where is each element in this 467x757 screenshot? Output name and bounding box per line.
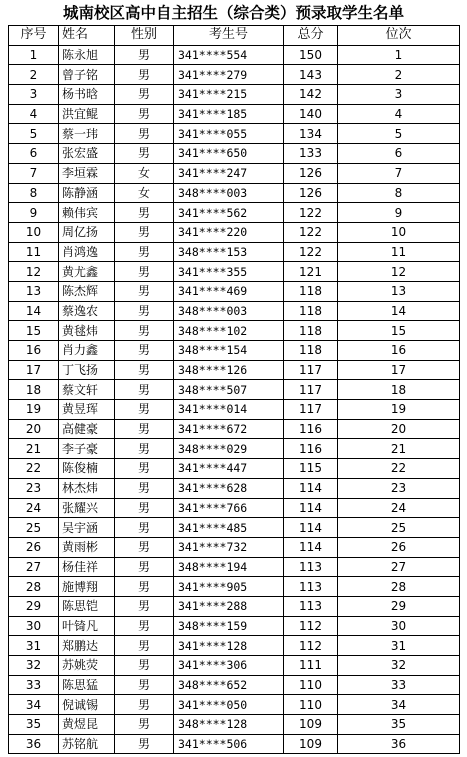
cell-score: 114	[284, 537, 338, 557]
cell-name: 施博翔	[59, 577, 115, 597]
cell-score: 122	[284, 242, 338, 262]
cell-seq: 28	[9, 577, 59, 597]
cell-rank: 24	[338, 498, 460, 518]
cell-exam-id: 341****014	[174, 400, 284, 420]
cell-score: 121	[284, 262, 338, 282]
cell-rank: 9	[338, 203, 460, 223]
cell-gender: 男	[115, 656, 174, 676]
cell-exam-id: 341****055	[174, 124, 284, 144]
cell-exam-id: 341****469	[174, 281, 284, 301]
table-row	[9, 203, 460, 223]
cell-gender: 男	[115, 439, 174, 459]
cell-gender: 男	[115, 321, 174, 341]
cell-rank: 33	[338, 675, 460, 695]
cell-rank: 27	[338, 557, 460, 577]
cell-gender: 男	[115, 222, 174, 242]
cell-score: 110	[284, 675, 338, 695]
cell-score: 142	[284, 85, 338, 105]
cell-score: 117	[284, 360, 338, 380]
cell-gender: 男	[115, 596, 174, 616]
cell-exam-id: 341****650	[174, 144, 284, 164]
table-row	[9, 459, 460, 479]
cell-seq: 31	[9, 636, 59, 656]
cell-seq: 33	[9, 675, 59, 695]
cell-rank: 35	[338, 715, 460, 735]
cell-exam-id: 348****126	[174, 360, 284, 380]
cell-gender: 男	[115, 557, 174, 577]
cell-gender: 男	[115, 85, 174, 105]
cell-gender: 男	[115, 400, 174, 420]
cell-rank: 21	[338, 439, 460, 459]
cell-seq: 15	[9, 321, 59, 341]
cell-exam-id: 348****153	[174, 242, 284, 262]
cell-name: 陈静涵	[59, 183, 115, 203]
cell-score: 118	[284, 321, 338, 341]
table-row	[9, 439, 460, 459]
cell-seq: 22	[9, 459, 59, 479]
cell-rank: 16	[338, 341, 460, 361]
cell-name: 杨佳祥	[59, 557, 115, 577]
cell-seq: 9	[9, 203, 59, 223]
table-row	[9, 478, 460, 498]
cell-exam-id: 341****447	[174, 459, 284, 479]
cell-name: 黄雨彬	[59, 537, 115, 557]
cell-name: 肖力鑫	[59, 341, 115, 361]
cell-exam-id: 341****485	[174, 518, 284, 538]
cell-rank: 19	[338, 400, 460, 420]
cell-seq: 11	[9, 242, 59, 262]
cell-seq: 29	[9, 596, 59, 616]
cell-score: 115	[284, 459, 338, 479]
cell-seq: 18	[9, 380, 59, 400]
cell-seq: 36	[9, 734, 59, 754]
table-row	[9, 104, 460, 124]
table-row	[9, 242, 460, 262]
cell-name: 张耀兴	[59, 498, 115, 518]
cell-score: 117	[284, 400, 338, 420]
cell-name: 高健豪	[59, 419, 115, 439]
table-row	[9, 734, 460, 754]
cell-exam-id: 341****506	[174, 734, 284, 754]
cell-exam-id: 341****732	[174, 537, 284, 557]
cell-rank: 26	[338, 537, 460, 557]
cell-name: 陈永旭	[59, 45, 115, 65]
cell-name: 张宏盛	[59, 144, 115, 164]
cell-seq: 6	[9, 144, 59, 164]
cell-name: 肖鸿逸	[59, 242, 115, 262]
cell-rank: 17	[338, 360, 460, 380]
table-row	[9, 222, 460, 242]
cell-rank: 14	[338, 301, 460, 321]
cell-exam-id: 348****003	[174, 183, 284, 203]
cell-seq: 12	[9, 262, 59, 282]
cell-name: 黄煜昆	[59, 715, 115, 735]
cell-score: 110	[284, 695, 338, 715]
table-row	[9, 537, 460, 557]
table-row	[9, 262, 460, 282]
cell-exam-id: 341****905	[174, 577, 284, 597]
header-rank: 位次	[338, 26, 460, 46]
cell-score: 116	[284, 419, 338, 439]
cell-name: 赖伟宾	[59, 203, 115, 223]
cell-name: 李子豪	[59, 439, 115, 459]
cell-score: 118	[284, 281, 338, 301]
cell-rank: 25	[338, 518, 460, 538]
cell-score: 118	[284, 301, 338, 321]
cell-gender: 男	[115, 734, 174, 754]
cell-gender: 男	[115, 341, 174, 361]
table-row	[9, 281, 460, 301]
cell-seq: 35	[9, 715, 59, 735]
table-row	[9, 301, 460, 321]
cell-exam-id: 341****628	[174, 478, 284, 498]
cell-gender: 男	[115, 695, 174, 715]
cell-score: 113	[284, 596, 338, 616]
cell-seq: 27	[9, 557, 59, 577]
cell-score: 112	[284, 636, 338, 656]
admission-list-sheet	[8, 0, 459, 754]
cell-score: 109	[284, 715, 338, 735]
cell-gender: 男	[115, 203, 174, 223]
cell-seq: 8	[9, 183, 59, 203]
table-row	[9, 400, 460, 420]
cell-gender: 男	[115, 301, 174, 321]
cell-rank: 5	[338, 124, 460, 144]
table-row	[9, 498, 460, 518]
cell-gender: 男	[115, 45, 174, 65]
cell-exam-id: 341****562	[174, 203, 284, 223]
cell-score: 122	[284, 222, 338, 242]
cell-score: 109	[284, 734, 338, 754]
cell-rank: 34	[338, 695, 460, 715]
table-header-row	[9, 26, 460, 46]
cell-name: 陈思铠	[59, 596, 115, 616]
cell-seq: 13	[9, 281, 59, 301]
cell-seq: 25	[9, 518, 59, 538]
cell-rank: 15	[338, 321, 460, 341]
table-row	[9, 715, 460, 735]
table-row	[9, 695, 460, 715]
table-row	[9, 321, 460, 341]
table-row	[9, 596, 460, 616]
table-row	[9, 380, 460, 400]
cell-exam-id: 341****554	[174, 45, 284, 65]
cell-score: 150	[284, 45, 338, 65]
cell-score: 143	[284, 65, 338, 85]
cell-name: 苏铭航	[59, 734, 115, 754]
cell-gender: 男	[115, 715, 174, 735]
cell-exam-id: 341****247	[174, 163, 284, 183]
cell-gender: 男	[115, 636, 174, 656]
cell-seq: 23	[9, 478, 59, 498]
table-row	[9, 557, 460, 577]
cell-seq: 20	[9, 419, 59, 439]
table-row	[9, 85, 460, 105]
cell-exam-id: 341****279	[174, 65, 284, 85]
cell-seq: 5	[9, 124, 59, 144]
cell-gender: 男	[115, 360, 174, 380]
header-score: 总分	[284, 26, 338, 46]
cell-exam-id: 348****652	[174, 675, 284, 695]
cell-rank: 4	[338, 104, 460, 124]
cell-gender: 男	[115, 675, 174, 695]
cell-score: 111	[284, 656, 338, 676]
cell-seq: 3	[9, 85, 59, 105]
cell-name: 吴宇涵	[59, 518, 115, 538]
cell-rank: 7	[338, 163, 460, 183]
cell-seq: 32	[9, 656, 59, 676]
table-row	[9, 656, 460, 676]
cell-name: 倪诚锡	[59, 695, 115, 715]
cell-score: 113	[284, 557, 338, 577]
table-row	[9, 636, 460, 656]
cell-seq: 26	[9, 537, 59, 557]
cell-exam-id: 341****306	[174, 656, 284, 676]
table-row	[9, 124, 460, 144]
cell-name: 曾子铭	[59, 65, 115, 85]
table-row	[9, 518, 460, 538]
cell-seq: 16	[9, 341, 59, 361]
cell-score: 133	[284, 144, 338, 164]
cell-gender: 男	[115, 459, 174, 479]
cell-seq: 21	[9, 439, 59, 459]
cell-seq: 19	[9, 400, 59, 420]
cell-exam-id: 341****672	[174, 419, 284, 439]
cell-name: 陈思猛	[59, 675, 115, 695]
cell-seq: 30	[9, 616, 59, 636]
table-row	[9, 45, 460, 65]
header-exam-id: 考生号	[174, 26, 284, 46]
cell-gender: 男	[115, 262, 174, 282]
cell-score: 116	[284, 439, 338, 459]
cell-exam-id: 341****185	[174, 104, 284, 124]
cell-rank: 30	[338, 616, 460, 636]
cell-score: 114	[284, 498, 338, 518]
header-seq: 序号	[9, 26, 59, 46]
cell-seq: 7	[9, 163, 59, 183]
cell-gender: 男	[115, 144, 174, 164]
cell-exam-id: 341****220	[174, 222, 284, 242]
cell-gender: 男	[115, 419, 174, 439]
cell-exam-id: 348****003	[174, 301, 284, 321]
cell-gender: 男	[115, 537, 174, 557]
cell-name: 周亿扬	[59, 222, 115, 242]
cell-gender: 男	[115, 124, 174, 144]
cell-exam-id: 341****128	[174, 636, 284, 656]
cell-exam-id: 348****154	[174, 341, 284, 361]
cell-rank: 32	[338, 656, 460, 676]
cell-rank: 13	[338, 281, 460, 301]
cell-name: 林杰炜	[59, 478, 115, 498]
header-gender: 性别	[115, 26, 174, 46]
cell-seq: 24	[9, 498, 59, 518]
cell-rank: 6	[338, 144, 460, 164]
table-row	[9, 616, 460, 636]
cell-name: 蔡逸农	[59, 301, 115, 321]
cell-gender: 男	[115, 281, 174, 301]
cell-score: 114	[284, 518, 338, 538]
cell-rank: 23	[338, 478, 460, 498]
cell-seq: 2	[9, 65, 59, 85]
cell-seq: 14	[9, 301, 59, 321]
cell-exam-id: 348****159	[174, 616, 284, 636]
cell-rank: 3	[338, 85, 460, 105]
cell-rank: 1	[338, 45, 460, 65]
cell-rank: 11	[338, 242, 460, 262]
sheet-title: 城南校区高中自主招生（综合类）预录取学生名单	[62, 3, 404, 22]
table-row	[9, 419, 460, 439]
cell-gender: 男	[115, 380, 174, 400]
cell-score: 113	[284, 577, 338, 597]
cell-name: 叶锜凡	[59, 616, 115, 636]
cell-name: 黄毬炜	[59, 321, 115, 341]
cell-gender: 女	[115, 163, 174, 183]
table-row	[9, 183, 460, 203]
cell-exam-id: 341****355	[174, 262, 284, 282]
cell-exam-id: 348****194	[174, 557, 284, 577]
cell-name: 蔡文轩	[59, 380, 115, 400]
cell-gender: 男	[115, 577, 174, 597]
cell-exam-id: 348****102	[174, 321, 284, 341]
cell-name: 陈杰辉	[59, 281, 115, 301]
cell-score: 126	[284, 163, 338, 183]
cell-score: 114	[284, 478, 338, 498]
cell-rank: 31	[338, 636, 460, 656]
cell-gender: 男	[115, 478, 174, 498]
table-row	[9, 144, 460, 164]
cell-seq: 4	[9, 104, 59, 124]
cell-seq: 10	[9, 222, 59, 242]
cell-gender: 男	[115, 498, 174, 518]
cell-name: 丁飞扬	[59, 360, 115, 380]
cell-rank: 20	[338, 419, 460, 439]
cell-name: 陈俊楠	[59, 459, 115, 479]
cell-score: 112	[284, 616, 338, 636]
table-row	[9, 577, 460, 597]
cell-name: 蔡一玮	[59, 124, 115, 144]
cell-name: 苏姚荧	[59, 656, 115, 676]
cell-rank: 8	[338, 183, 460, 203]
cell-seq: 1	[9, 45, 59, 65]
admission-table	[8, 25, 460, 754]
table-row	[9, 65, 460, 85]
cell-score: 118	[284, 341, 338, 361]
cell-gender: 男	[115, 104, 174, 124]
cell-exam-id: 341****288	[174, 596, 284, 616]
cell-rank: 28	[338, 577, 460, 597]
cell-rank: 12	[338, 262, 460, 282]
cell-score: 117	[284, 380, 338, 400]
cell-rank: 22	[338, 459, 460, 479]
cell-exam-id: 348****507	[174, 380, 284, 400]
cell-exam-id: 341****766	[174, 498, 284, 518]
cell-name: 李垣霖	[59, 163, 115, 183]
cell-exam-id: 341****215	[174, 85, 284, 105]
cell-seq: 17	[9, 360, 59, 380]
cell-score: 140	[284, 104, 338, 124]
cell-exam-id: 341****050	[174, 695, 284, 715]
cell-name: 洪宜鲲	[59, 104, 115, 124]
cell-gender: 男	[115, 616, 174, 636]
table-row	[9, 675, 460, 695]
cell-seq: 34	[9, 695, 59, 715]
cell-rank: 2	[338, 65, 460, 85]
cell-name: 郑鹏达	[59, 636, 115, 656]
cell-rank: 18	[338, 380, 460, 400]
cell-gender: 男	[115, 518, 174, 538]
cell-gender: 男	[115, 242, 174, 262]
cell-score: 122	[284, 203, 338, 223]
cell-name: 黄昱珲	[59, 400, 115, 420]
cell-name: 黄尤鑫	[59, 262, 115, 282]
header-name: 姓名	[59, 26, 115, 46]
cell-score: 134	[284, 124, 338, 144]
table-row	[9, 341, 460, 361]
cell-gender: 女	[115, 183, 174, 203]
cell-rank: 10	[338, 222, 460, 242]
cell-name: 杨书晗	[59, 85, 115, 105]
table-row	[9, 360, 460, 380]
cell-rank: 36	[338, 734, 460, 754]
cell-rank: 29	[338, 596, 460, 616]
cell-gender: 男	[115, 65, 174, 85]
table-row	[9, 163, 460, 183]
cell-score: 126	[284, 183, 338, 203]
cell-exam-id: 348****029	[174, 439, 284, 459]
cell-exam-id: 348****128	[174, 715, 284, 735]
